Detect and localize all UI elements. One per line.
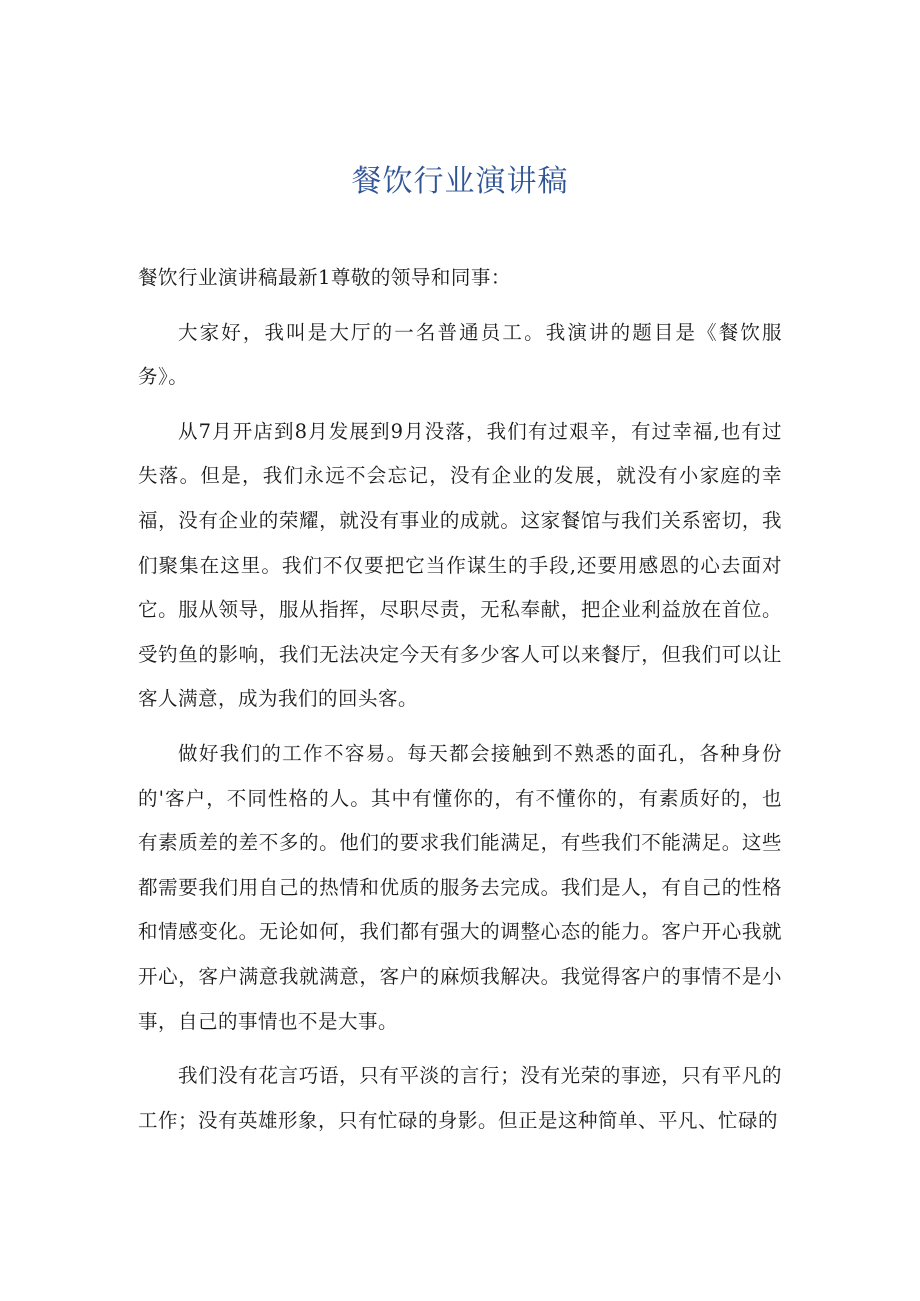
body-paragraph: 我们没有花言巧语，只有平淡的言行；没有光荣的事迹，只有平凡的工作；没有英雄形象，只有忙碌的身影。但正是这种简单、平凡、忙碌的	[138, 1064, 782, 1132]
salutation-paragraph: 餐饮行业演讲稿最新1尊敬的领导和同事：	[138, 266, 511, 289]
body-paragraph: 从7月开店到8月发展到9月没落，我们有过艰辛，有过幸福,也有过失落。但是，我们永远不会忘记，没有企业的发展，就没有小家庭的幸福，没有企业的荣耀，就没有事业的成就。这家餐馆与我们关系密切，我们聚集在这里。我们不仅要把它当作谋生的手段,还要用感恩的心去面对它。服从领导，服从指挥，尽职尽责，无私奉献，把企业利益放在首位。受钓鱼的影响，我们无法决定今天有多少客人可以来餐厅，但我们可以让客人满意，成为我们的回头客。	[138, 419, 782, 711]
greeting-paragraph: 大家好，我叫是大厅的一名普通员工。我演讲的题目是《餐饮服务》。	[138, 320, 782, 389]
document-title: 餐饮行业演讲稿	[351, 164, 569, 199]
body-paragraph: 做好我们的工作不容易。每天都会接触到不熟悉的面孔，各种身份的'客户，不同性格的人。其中有懂你的，有不懂你的，有素质好的，也有素质差的差不多的。他们的要求我们能满足，有些我们不能满足。这些都需要我们用自己的热情和优质的服务去完成。我们是人，有自己的性格和情感变化。无论如何，我们都有强大的调整心态的能力。客户开心我就开心，客户满意我就满意，客户的麻烦我解决。我觉得客户的事情不是小事，自己的事情也不是大事。	[138, 741, 782, 1033]
document-body	[138, 256, 782, 1153]
